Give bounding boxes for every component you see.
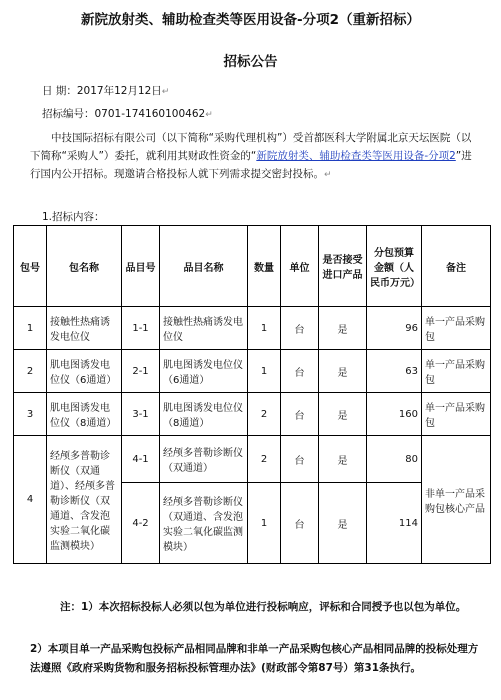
cell-budget: 63	[367, 350, 422, 393]
cell-note: 单一产品采购包	[422, 307, 491, 350]
header-note: 备注	[422, 226, 491, 307]
cell-pkg: 4	[14, 436, 47, 564]
header-budget: 分包预算金额（人民币万元）	[367, 226, 422, 307]
intro-text-2: ”进行国内公开招标。现邀请合格投标人就下列需求提交密封投标。	[30, 150, 472, 180]
cell-pkg: 2	[14, 350, 47, 393]
date-label: 日 期：	[42, 85, 77, 97]
cell-note: 单一产品采购包	[422, 350, 491, 393]
section-title: 1.招标内容：	[42, 211, 105, 223]
cell-budget: 114	[367, 483, 422, 564]
cell-unit: 台	[281, 350, 319, 393]
cell-import: 是	[319, 436, 367, 483]
cell-item-name: 经颅多普勒诊断仪（双通道）	[160, 436, 248, 483]
cell-note: 非单一产品采购包核心产品	[422, 436, 491, 564]
header-import: 是否接受进口产品	[319, 226, 367, 307]
intro-paragraph: 中技国际招标有限公司（以下简称“采购代理机构”）受首都医科大学附属北京天坛医院（以下简称“采购人”）委托，就利用其财政性资金的“新院放射类、辅助检查类等医用设备-分项2”进行国内公开招标。现邀请合格投标人就下列需求提交密封投标。↵	[30, 132, 472, 180]
note-1: 注：1）本次招标投标人必须以包为单位进行投标响应，评标和合同授予也以包为单位。	[60, 601, 467, 613]
cell-pkg: 3	[14, 393, 47, 436]
cell-qty: 1	[248, 483, 281, 564]
table-row	[14, 436, 491, 483]
header-item-name: 品目名称	[160, 226, 248, 307]
cell-item-name: 肌电图诱发电位仪（8通道）	[160, 393, 248, 436]
cell-pkg: 1	[14, 307, 47, 350]
cell-item-name: 肌电图诱发电位仪（6通道）	[160, 350, 248, 393]
cell-item-no: 2-1	[122, 350, 160, 393]
header-pkg-no: 包号	[14, 226, 47, 307]
date-line: 日 期：2017年12月12日↵	[42, 85, 170, 97]
cell-budget: 80	[367, 436, 422, 483]
cell-import: 是	[319, 307, 367, 350]
header-qty: 数量	[248, 226, 281, 307]
document-subtitle: 招标公告	[223, 54, 278, 70]
cell-item-name: 经颅多普勒诊断仪（双通道、含发泡实验二氧化碳监测模块）	[160, 483, 248, 564]
table-row	[14, 393, 491, 436]
cell-budget: 96	[367, 307, 422, 350]
cell-item-no: 4-2	[122, 483, 160, 564]
header-unit: 单位	[281, 226, 319, 307]
cell-unit: 台	[281, 307, 319, 350]
project-name-link[interactable]: 新院放射类、辅助检查类等医用设备-分项2	[256, 150, 456, 162]
cell-qty: 2	[248, 393, 281, 436]
note-2: 2）本项目单一产品采购包投标产品相同品牌和非单一产品采购包核心产品相同品牌的投标处理方法遵照《政府采购货物和服务招标投标管理办法》(财政部令第87号）第31条执行。	[30, 643, 479, 674]
bid-code-value: 0701-174160100462	[94, 108, 206, 120]
bid-content-table	[13, 225, 491, 564]
cell-budget: 160	[367, 393, 422, 436]
cell-qty: 1	[248, 307, 281, 350]
cell-note: 单一产品采购包	[422, 393, 491, 436]
cell-item-no: 3-1	[122, 393, 160, 436]
table-row	[14, 307, 491, 350]
intro-text-1: 中技国际招标有限公司（以下简称“采购代理机构”）受首都医科大学附属北京天坛医院（以下简称“采购人”）委托，就利用其财政性资金的“	[30, 132, 472, 162]
header-item-no: 品目号	[122, 226, 160, 307]
cell-import: 是	[319, 350, 367, 393]
cell-unit: 台	[281, 483, 319, 564]
cell-unit: 台	[281, 393, 319, 436]
cell-item-no: 1-1	[122, 307, 160, 350]
cell-item-name: 接触性热痛诱发电位仪	[160, 307, 248, 350]
header-pkg-name: 包名称	[47, 226, 122, 307]
cell-pkg-name: 肌电图诱发电位仪（8通道）	[47, 393, 122, 436]
cell-item-no: 4-1	[122, 436, 160, 483]
bid-code-label: 招标编号：	[42, 108, 95, 120]
bid-code-line: 招标编号：0701-174160100462↵	[42, 108, 213, 120]
cell-pkg-name: 经颅多普勒诊断仪（双通道）、经颅多普勒诊断仪（双通道、含发泡实验二氧化碳监测模块）	[47, 436, 122, 564]
table-header-row	[14, 226, 491, 307]
cell-import: 是	[319, 393, 367, 436]
cell-unit: 台	[281, 436, 319, 483]
date-value: 2017年12月12日	[76, 85, 162, 97]
cell-qty: 1	[248, 350, 281, 393]
cell-import: 是	[319, 483, 367, 564]
table-row	[14, 350, 491, 393]
cell-pkg-name: 肌电图诱发电位仪（6通道）	[47, 350, 122, 393]
cell-pkg-name: 接触性热痛诱发电位仪	[47, 307, 122, 350]
document-title: 新院放射类、辅助检查类等医用设备-分项2（重新招标）	[81, 12, 420, 28]
cell-qty: 2	[248, 436, 281, 483]
